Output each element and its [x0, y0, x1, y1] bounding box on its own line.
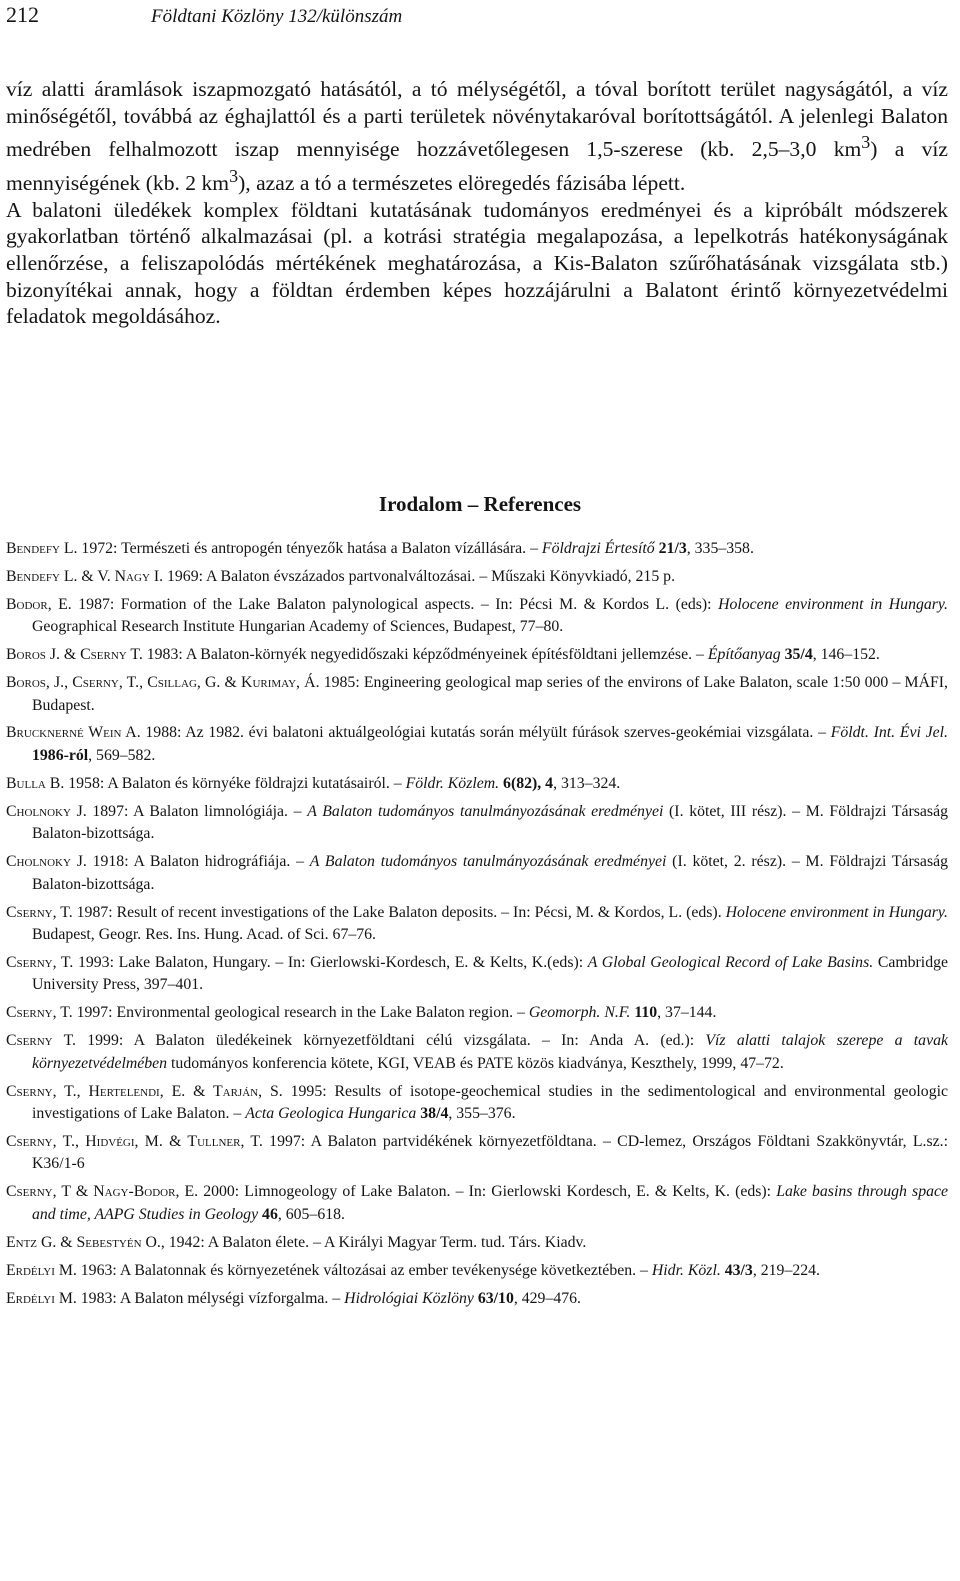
reference-text: 1999: A Balaton üledékeinek környezetföldtani célú vizsgálata. – In: Anda A. (ed.):: [76, 1032, 706, 1050]
reference-pages: Budapest, Geogr. Res. Ins. Hung. Acad. of Sci. 67–76.: [32, 926, 376, 944]
reference-entry: [6, 538, 948, 561]
reference-entry: [6, 722, 948, 767]
reference-journal: Földt. Int. Évi Jel.: [830, 724, 948, 742]
reference-entry: [6, 1131, 948, 1176]
reference-text: 1983: A Balaton-környék negyedidőszaki képződményeinek építésföldtani jellemzése. –: [142, 646, 708, 664]
reference-author: Entz G. & Sebestyén O.: [6, 1233, 161, 1251]
reference-text: 1983: A Balaton mélységi vízforgalma. –: [76, 1289, 345, 1307]
reference-volume: 110: [630, 1004, 658, 1022]
reference-pages: , 335–358.: [686, 540, 754, 557]
reference-pages: Cambridge University Press, 397–401.: [32, 953, 949, 994]
reference-pages: (I. kötet, III rész). – M. Földrajzi Társaság Balaton-bizottsága.: [32, 802, 948, 843]
reference-pages: tudományos konferencia kötete, KGI, VEAB és PATE közös kiadványa, Keszthely, 1999, 47–72.: [167, 1054, 784, 1072]
reference-journal: Földr. Közlem.: [405, 774, 500, 792]
reference-pages: , 605–618.: [277, 1205, 345, 1223]
reference-author: Cserny, T.: [6, 1004, 73, 1022]
reference-entry: [6, 566, 948, 589]
reference-journal: Hidrológiai Közlöny: [344, 1289, 474, 1307]
reference-entry: [6, 672, 948, 717]
reference-author: Boros, J., Cserny, T., Csillag, G. & Kurimay, Á.: [6, 674, 320, 692]
reference-pages: (I. kötet, 2. rész). – M. Földrajzi Társaság Balaton-bizottsága.: [32, 853, 948, 893]
reference-author: Bodor, E.: [6, 595, 72, 613]
reference-journal: Holocene environment in Hungary.: [725, 903, 948, 921]
references-heading: Irodalom – References: [378, 492, 582, 516]
reference-author: Cserny T.: [6, 1032, 76, 1050]
reference-entry: [6, 1030, 948, 1075]
reference-journal: Acta Geologica Hungarica: [245, 1105, 417, 1123]
reference-author: Cserny, T.: [6, 903, 73, 921]
page-number: 212: [6, 2, 39, 27]
reference-entry: [6, 902, 948, 947]
reference-author: Cserny, T & Nagy-Bodor, E.: [6, 1183, 199, 1201]
paragraph-1: víz alatti áramlások iszapmozgató hatásától, a tó mélységétől, a tóval borított terület nagyságától, a víz minőségétől, továbbá az éghajlattól és a parti területek növénytakaróval borítottságától. A jelenlegi Balaton medrében felhalmozott iszap mennyisége hozzávetőlegesen 1,5-szerese (kb. 2,5–3,0 $km^3$) a víz mennyiségének (kb. 2 $km^3$), azaz a tó a természetes elöregedés fázisába lépett.: [6, 77, 948, 196]
page-header: [6, 2, 946, 32]
reference-journal: Holocene environment in Hungary.: [718, 595, 949, 613]
reference-pages: , 37–144.: [657, 1004, 717, 1022]
reference-volume: 46: [258, 1205, 278, 1223]
reference-text: 1897: A Balaton limnológiája. –: [86, 802, 308, 820]
reference-entry: [6, 594, 948, 639]
reference-entry: [6, 644, 948, 667]
reference-text: 2000: Limnogeology of Lake Balaton. – In: Gierlowski Kordesch, E. & Kelts, K. (eds):: [198, 1183, 777, 1201]
reference-author: Erdélyi M.: [6, 1289, 77, 1307]
reference-journal: Építőanyag: [707, 646, 781, 664]
paragraph-2: A balatoni üledékek komplex földtani kutatásának tudományos eredményei és a kipróbált módszerek gyakorlatban történő alkalmazásai (pl. a kotrási stratégia megalapozása, a lepelkotrás hatékonyságának ellenőrzése, a feliszapolódás mértékének meghatározása, a Kis-Balaton szűrőhatásának vizsgálata stb.) bizonyítékai annak, hogy a földtan érdemben képes hozzájárulni a Balatont érintő környezetvédelmi feladatok megoldásához.: [6, 197, 948, 329]
reference-pages: , 429–476.: [513, 1289, 581, 1307]
reference-entry: [6, 1288, 948, 1311]
reference-pages: , 569–582.: [88, 746, 156, 764]
reference-entry: [6, 801, 948, 846]
reference-text: 1987: Formation of the Lake Balaton palynological aspects. – In: Pécsi M. & Kordos L. (eds):: [71, 595, 719, 613]
reference-volume: 1986-ról: [32, 746, 89, 764]
reference-pages: , 146–152.: [812, 646, 880, 664]
reference-author: Cserny, T.: [6, 953, 74, 971]
reference-volume: 35/4: [780, 646, 813, 664]
reference-entry: [6, 1002, 948, 1025]
reference-entry: [6, 1232, 948, 1255]
reference-text: , 1942: A Balaton élete. – A Királyi Magyar Term. tud. Társ. Kiadv.: [160, 1233, 587, 1251]
reference-journal: Hidr. Közl.: [651, 1261, 721, 1279]
reference-author: Cholnoky J.: [6, 802, 87, 820]
reference-text: 1963: A Balatonnak és környezetének változásai az ember tevékenysége következtében. –: [76, 1261, 652, 1279]
reference-volume: 38/4: [416, 1105, 449, 1123]
reference-author: Brucknerné Wein A.: [6, 724, 141, 742]
reference-pages: , 219–224.: [752, 1261, 820, 1279]
reference-journal: Lake basins through space and time, AAPG Studies in Geology: [32, 1183, 949, 1223]
reference-text: 1972: Természeti és antropogén tényezők hatása a Balaton vízállására. –: [77, 540, 542, 557]
reference-volume: 21/3: [654, 540, 687, 557]
reference-author: Cserny, T., Hertelendi, E. & Tarján, S.: [6, 1082, 283, 1100]
reference-entry: [6, 952, 948, 997]
reference-text: 1993: Lake Balaton, Hungary. – In: Gierlowski-Kordesch, E. & Kelts, K.(eds):: [73, 953, 588, 971]
reference-volume: 43/3: [720, 1261, 753, 1279]
reference-journal: A Balaton tudományos tanulmányozásának eredményei: [307, 802, 664, 820]
reference-author: Boros J. & Cserny T.: [6, 646, 143, 664]
reference-text: 1988: Az 1982. évi balatoni aktuálgeológiai kutatás során mélyült fúrások szerves-geokémiai vizsgálata. –: [140, 724, 831, 742]
journal-title: Földtani Közlöny 132/különszám: [151, 6, 403, 27]
reference-pages: , 355–376.: [448, 1105, 516, 1123]
reference-author: Bendefy L.: [6, 540, 78, 557]
reference-text: 1985: Engineering geological map series of the environs of Lake Balaton, scale 1:50 000 – MÁFI, Budapest.: [32, 674, 948, 714]
reference-author: Cholnoky J.: [6, 853, 87, 871]
reference-journal: Víz alatti talajok szerepe a tavak környezetvédelmében: [32, 1032, 948, 1072]
reference-text: 1958: A Balaton és környéke földrajzi kutatásairól. –: [64, 774, 406, 792]
reference-volume: 63/10: [473, 1289, 514, 1307]
reference-entry: [6, 773, 948, 796]
reference-text: 1987: Result of recent investigations of the Lake Balaton deposits. – In: Pécsi, M. & Kordos, L. (eds).: [72, 903, 726, 921]
reference-text: 1969: A Balaton évszázados partvonalváltozásai. – Műszaki Könyvkiadó, 215 p.: [163, 567, 676, 585]
reference-entry: [6, 1081, 948, 1126]
body-text: [6, 76, 948, 330]
reference-journal: Földrajzi Értesítő: [541, 540, 655, 557]
reference-pages: , 313–324.: [553, 774, 621, 792]
reference-journal: A Balaton tudományos tanulmányozásának eredményei: [309, 853, 667, 871]
reference-entry: [6, 1181, 948, 1226]
reference-list: [6, 538, 948, 1315]
reference-author: Bulla B.: [6, 774, 65, 792]
reference-entry: [6, 851, 948, 896]
reference-text: 1997: Environmental geological research in the Lake Balaton region. –: [72, 1004, 529, 1022]
reference-text: 1995: Results of isotope-geochemical studies in the sedimentological and environmental geologic investigations of Lake Balaton. –: [32, 1082, 948, 1123]
reference-pages: Geographical Research Institute Hungarian Academy of Sciences, Budapest, 77–80.: [32, 618, 564, 636]
reference-text: 1997: A Balaton partvidékének környezetföldtana. – CD-lemez, Országos Földtani Szakkönyvtár, L.sz.: K36/1-6: [32, 1132, 948, 1173]
reference-volume: 6(82), 4: [499, 774, 554, 792]
reference-author: Erdélyi M.: [6, 1261, 77, 1279]
reference-author: Cserny, T., Hidvégi, M. & Tullner, T.: [6, 1132, 263, 1150]
reference-entry: [6, 1260, 948, 1283]
reference-author: Bendefy L. & V. Nagy I.: [6, 567, 164, 585]
reference-text: 1918: A Balaton hidrográfiája. –: [86, 853, 310, 871]
reference-journal: Geomorph. N.F.: [528, 1004, 631, 1022]
reference-journal: A Global Geological Record of Lake Basins.: [587, 953, 874, 971]
